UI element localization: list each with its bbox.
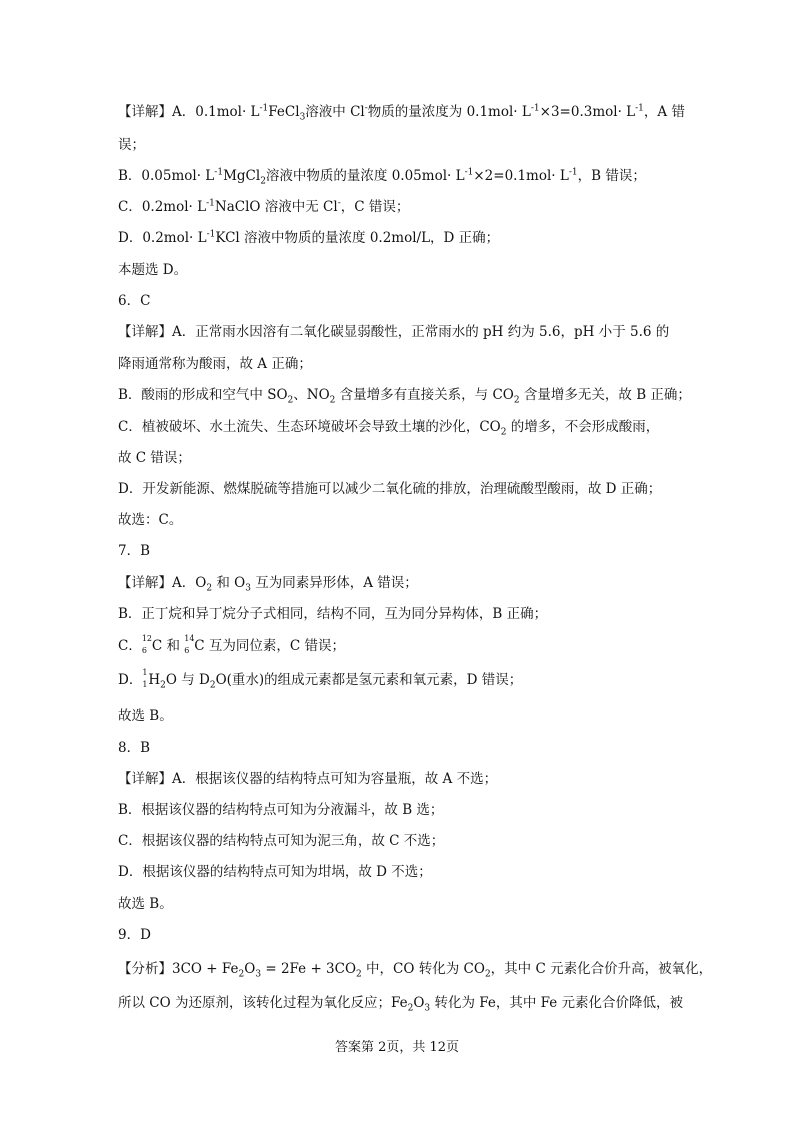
text-line: 【详解】A．$O_2$ 和 $O_3$ 互为同素异形体，A 错误； <box>118 575 418 594</box>
text-line: B．酸雨的形成和空气中 $SO_2$、$NO_2$ 含量增多有直接关系，与 $CO_2$ 含量增多无关，故 B 正确； <box>118 387 691 406</box>
isotope-notation: 14 6 <box>184 633 195 655</box>
text-line: 故选 B。 <box>118 896 173 912</box>
text-line: 故 C 错误； <box>118 450 191 466</box>
text-line: B．根据该仪器的结构特点可知为分液漏斗，故 B 选； <box>118 802 444 818</box>
question-number: 7．B <box>118 543 151 559</box>
isotope-notation: 1 1 <box>142 667 148 689</box>
page-footer: 答案第 2页，共 12页 <box>334 1040 460 1055</box>
text-line: 误； <box>118 137 145 153</box>
question-number: 8．B <box>118 740 151 756</box>
text-line: 【分析】$3CO + Fe_2O_3 = 2Fe + 3CO_2$ 中，CO 转化为 $CO_2$，其中 C 元素化合价升高，被氧化， <box>118 961 713 980</box>
isotope-notation: 12 6 <box>141 633 153 655</box>
text-line: D．开发新能源、燃煤脱硫等措施可以减少二氧化硫的排放，治理硫酸型酸雨，故 D 正确； <box>118 481 662 497</box>
text-line: C．根据该仪器的结构特点可知为泥三角，故 C 不选； <box>118 833 445 849</box>
text-line: C．$0.2mol\cdot L^{-1}NaClO$ 溶液中无 Cl-，C 错误； <box>118 198 410 215</box>
text-line: B．$0.05mol\cdot L^{-1}MgCl_2$溶液中物质的量浓度 $0.05mol\cdot L^{-1}\times 2=0.1mol\cdot L^{-1}$，B 错误； <box>118 167 646 187</box>
text-line: 故选：C。 <box>118 512 183 528</box>
text-line: D．$0.2mol\cdot L^{-1}KCl$ 溶液中物质的量浓度 0.2mol/L，D 正确； <box>118 229 500 246</box>
text-line: D． 1 1 $H_2O$ 与 $D_2O$(重水)的组成元素都是氢元素和氧元素，D 错误； <box>118 667 523 691</box>
text-line: B．正丁烷和异丁烷分子式相同，结构不同，互为同分异构体，B 正确； <box>118 606 548 622</box>
text-line: 【详解】A．根据该仪器的结构特点可知为容量瓶，故 A 不选； <box>118 771 498 787</box>
question-number: 9．D <box>118 927 151 943</box>
text-line: D．根据该仪器的结构特点可知为坩埚，故 D 不选； <box>118 864 432 880</box>
text-line: C．植被破坏、水土流失、生态环境破坏会导致土壤的沙化，$CO_2$ 的增多，不会形成酸雨， <box>118 419 660 438</box>
text-line: 本题选 D。 <box>118 262 188 278</box>
text-line: 故选 B。 <box>118 708 173 724</box>
text-line: 所以 CO 为还原剂，该转化过程为氧化反应；$Fe_2O_3$ 转化为 Fe，其中 Fe 元素化合价降低，被 <box>118 995 684 1014</box>
text-line: C． 12 6 C 和 14 6 C 互为同位素，C 错误； <box>118 633 346 655</box>
text-line: 降雨通常称为酸雨，故 A 正确； <box>118 356 312 372</box>
question-number: 6．C <box>118 293 151 309</box>
text-line: 【详解】A．$0.1mol\cdot L^{-1}FeCl_3$溶液中 Cl-物质的量浓度为 $0.1mol\cdot L^{-1}\times 3=0.3mol\cdot L^{-1}$，A 错 <box>118 103 685 123</box>
text-line: 【详解】A．正常雨水因溶有二氧化碳显弱酸性，正常雨水的 pH 约为 5.6，pH 小于 5.6 的 <box>118 324 670 340</box>
